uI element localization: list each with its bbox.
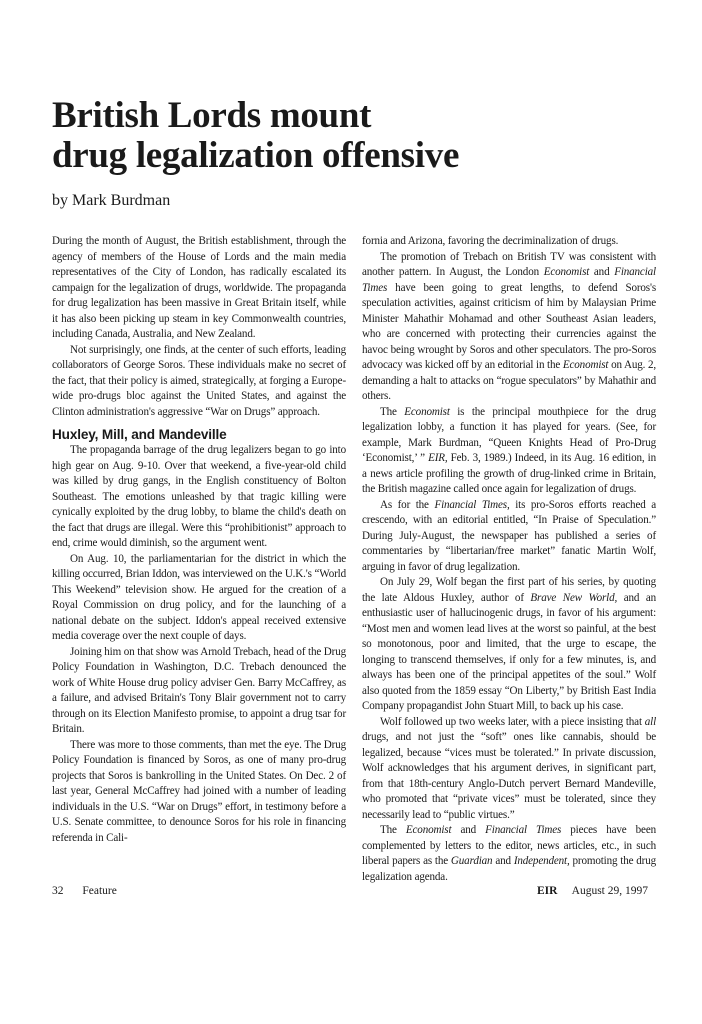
left-column: [52, 234, 346, 846]
paragraph: There was more to those comments, than met the eye. The Drug Policy Foundation is financed by Soros, as one of many pro-drug projects that Soros is bankrolling in the United States. On Dec. 2 of last year, General McCaffrey had joined with a number of leading individuals in the U.S. “War on Drugs” effort, in testimony before a U.S. Senate committee, to denounce Soros for his role in financing referenda in Cali-: [52, 738, 346, 844]
paragraph: The Economist is the principal mouthpiece for the drug legalization lobby, a function it has played for years. (See, for example, Mark Burdman, “Queen Knights Head of Pro-Drug ‘Economist,’ ” EIR, Feb. 3, 1989.) Indeed, in its Aug. 16 edition, in a news article profiling the growth of drug-linked crime in Britain, the British magazine called once again for legalization of drugs.: [362, 405, 656, 495]
paragraph: The Economist and Financial Times pieces have been complemented by letters to the editor, news articles, etc., in such liberal papers as the Guardian and Independent, promoting the drug legalization agenda.: [362, 824, 656, 883]
right-column: [362, 234, 656, 885]
paragraph: Joining him on that show was Arnold Trebach, head of the Drug Policy Foundation in Washington, D.C. Trebach denounced the work of White House drug policy adviser Gen. Barry McCaffrey, as a failure, and advised Britain's Tony Blair government not to carry through on its Election Manifesto promise, to appoint a drug tsar for Britain.: [52, 645, 346, 735]
paragraph: As for the Financial Times, its pro-Soros efforts reached a crescendo, with an editorial entitled, “In Praise of Speculation.” During July-August, the newspaper has published a series of commentaries by “libertarian/free market” fanatic Martin Wolf, arguing in favor of drug legalization.: [362, 498, 656, 573]
title-line-1: British Lords mount: [52, 95, 372, 136]
paragraph: fornia and Arizona, favoring the decriminalization of drugs.: [362, 235, 619, 247]
footer-left: [52, 884, 117, 898]
paragraph: On Aug. 10, the parliamentarian for the district in which the killing occurred, Brian Iddon, was interviewed on the U.K.'s “World This Weekend” television show. He argued for the creation of a Royal Commission on drug policy, and for the launching of a national debate on the subject. Iddon's appeal received extensive media coverage over the next couple of days.: [52, 552, 346, 642]
issue-date: August 29, 1997: [571, 885, 648, 897]
paragraph: Wolf followed up two weeks later, with a piece insisting that all drugs, and not just the “soft” ones like cannabis, should be legalized, because “vices must be tolerated.” In private discussion, Wolf acknowledges that his argument derives, in significant part, from that 18th-century Anglo-Dutch pervert Bernard Mandeville, who promoted that “private vices” must be tolerated, since they necessarily lead to “public virtues.”: [362, 715, 656, 821]
paragraph: The promotion of Trebach on British TV was consistent with another pattern. In August, the London Economist and Financial Times have been going to great lengths, to defend Soros's speculation activities, against criticism of him by Malaysian Prime Minister Mahathir Mohamad and other Southeast Asian leaders, who are concerned with protecting their currencies against the havoc being wrought by Soros and other speculators. The pro-Soros advocacy was kicked off by an editorial in the Economist on Aug. 2, demanding a halt to attacks on “rogue speculators” by Mahathir and others.: [362, 250, 656, 402]
article-title: [52, 96, 652, 176]
section-label: Feature: [82, 885, 117, 897]
paragraph: The propaganda barrage of the drug legalizers began to go into high gear on Aug. 9-10. Over that weekend, a five-year-old child was killed by drug gangs, in the English constituency of Bolton Southeast. The emotions unleashed by that tragic killing were cynically exploited by the drug lobby, to blame the child's death on the fact that drugs are illegal. Were this “prohibitionist” approach to end, crime would diminish, so the argument went.: [52, 444, 346, 549]
byline: by Mark Burdman: [52, 192, 171, 209]
publication-name: EIR: [536, 885, 558, 897]
footer-right: [537, 884, 648, 898]
paragraph: On July 29, Wolf began the first part of his series, by quoting the late Aldous Huxley, author of Brave New World, and an enthusiastic user of hallucinogenic drugs, in favor of his argument: “Most men and women lead lives at the worst so painful, at the best so monotonous, poor and limited, that the urge to escape, the longing to transcend themselves, if only for a few minutes, is, and always has been one of the principal appetites of the soul.” Wolf also quoted from the 1859 essay “On Liberty,” by British East India Company propagandist John Stuart Mill, to back up his case.: [362, 576, 656, 712]
page-number: 32: [52, 885, 64, 897]
title-line-2: drug legalization offensive: [52, 135, 460, 176]
paragraph: Not surprisingly, one finds, at the center of such efforts, leading collaborators of George Soros. These individuals make no secret of the fact, that their policy is aimed, strategically, at forging a Europe-wide pro-drugs bloc against the United States, and against the Clinton administration's aggressive “War on Drugs” approach.: [52, 343, 346, 418]
section-subhead: Huxley, Mill, and Mandeville: [52, 427, 227, 442]
paragraph: During the month of August, the British establishment, through the agency of members of the House of Lords and the main media representatives of the City of London, has radically escalated its campaign for the legalization of drugs, worldwide. The propaganda for drug legalization has been massive in Great Britain itself, while it has also been picking up steam in key Commonwealth countries, including Canada, Australia, and New Zealand.: [52, 235, 346, 340]
